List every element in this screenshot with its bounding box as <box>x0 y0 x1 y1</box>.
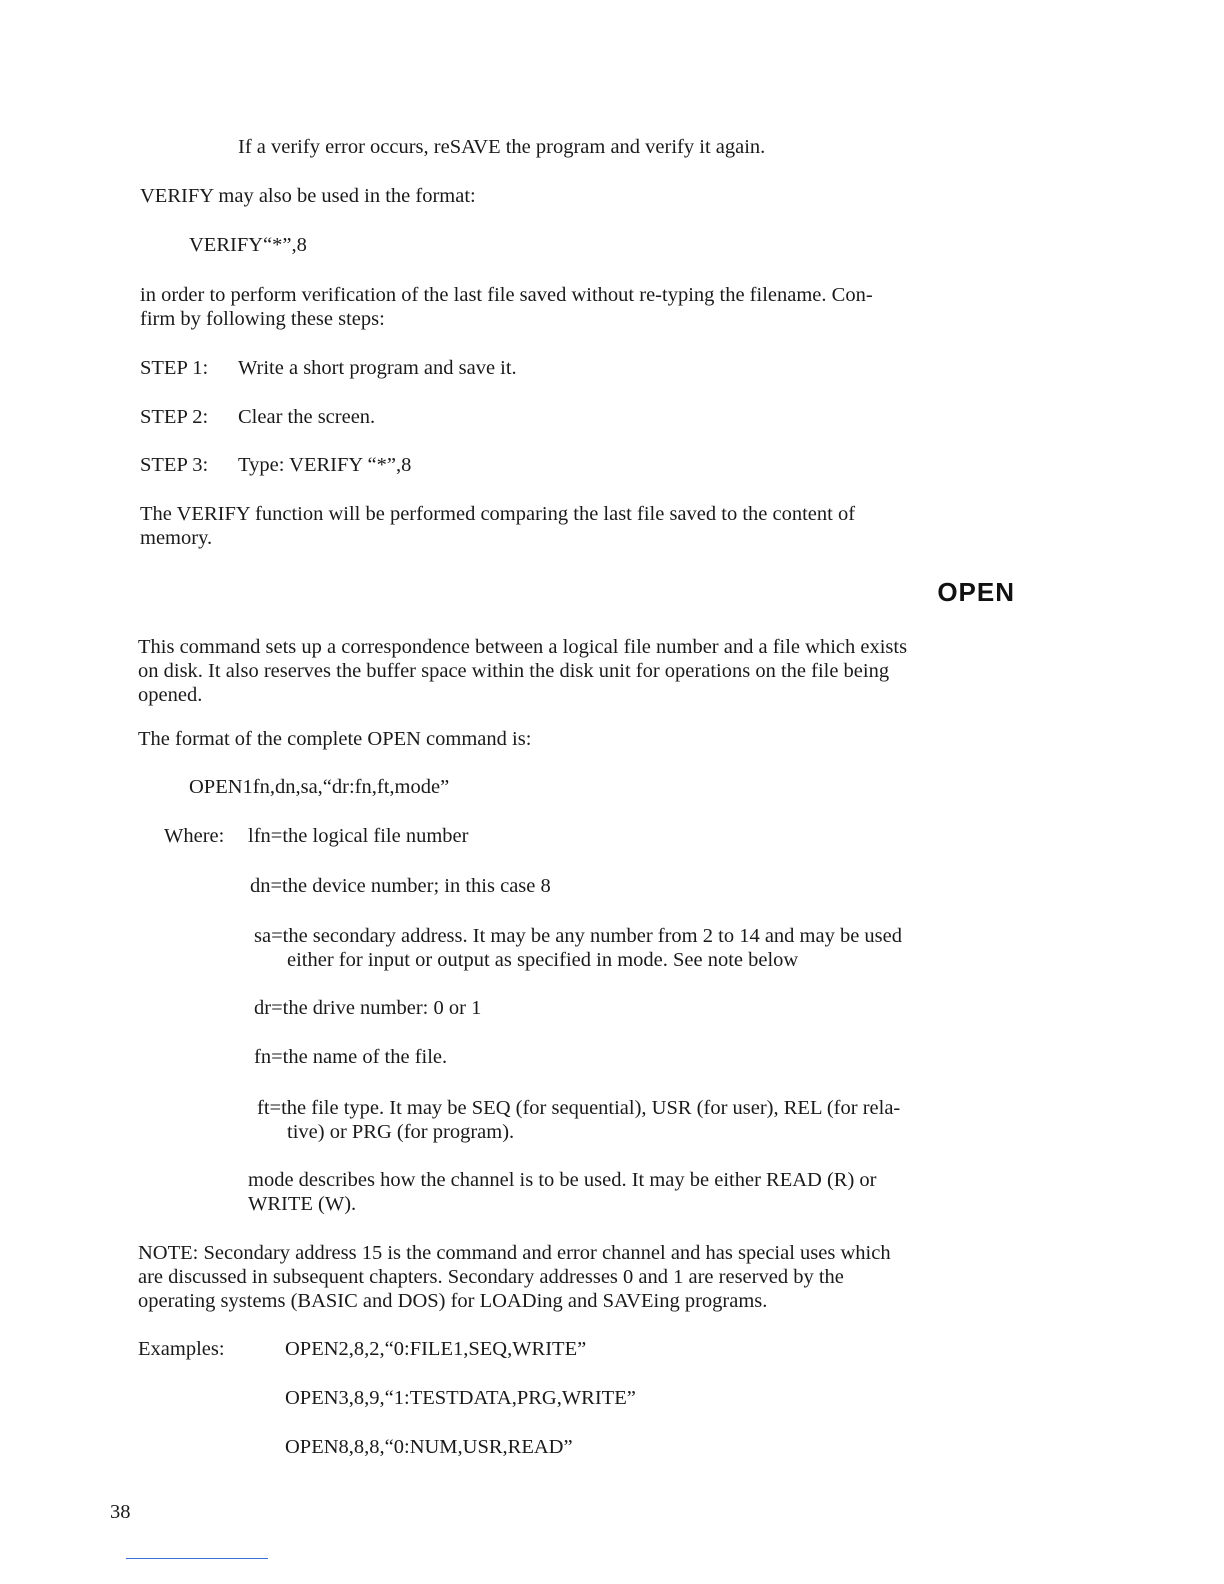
verify-result-line1: The VERIFY function will be performed comparing the last file saved to the content of <box>140 503 856 525</box>
verify-format-code: VERIFY“*”,8 <box>189 234 307 256</box>
verify-explain-line1: in order to perform verification of the last file saved without re-typing the filename. Con- <box>140 284 873 306</box>
where-label: Where: <box>164 825 225 847</box>
examples-label: Examples: <box>138 1338 225 1360</box>
note-line1: NOTE: Secondary address 15 is the command and error channel and has special uses which <box>138 1242 891 1264</box>
param-dr: dr=the drive number: 0 or 1 <box>254 997 482 1019</box>
verify-error-text: If a verify error occurs, reSAVE the program and verify it again. <box>238 136 766 158</box>
open-desc-line3: opened. <box>138 684 203 706</box>
open-desc-line2: on disk. It also reserves the buffer space within the disk unit for operations on the file being <box>138 660 890 682</box>
step-text: Type: VERIFY “*”,8 <box>238 454 412 476</box>
param-lfn: lfn=the logical file number <box>248 825 469 847</box>
step-2 <box>140 405 375 429</box>
open-format-intro: The format of the complete OPEN command is: <box>138 728 532 750</box>
param-sa-line1: sa=the secondary address. It may be any number from 2 to 14 and may be used <box>254 925 903 947</box>
verify-explain-line2: firm by following these steps: <box>140 308 385 330</box>
param-mode-line2: WRITE (W). <box>248 1193 357 1215</box>
step-label: STEP 2: <box>140 406 209 428</box>
example-3: OPEN8,8,8,“0:NUM,USR,READ” <box>285 1436 573 1458</box>
step-label: STEP 1: <box>140 357 209 379</box>
param-dn: dn=the device number; in this case 8 <box>250 875 551 897</box>
example-2: OPEN3,8,9,“1:TESTDATA,PRG,WRITE” <box>285 1387 636 1409</box>
section-heading-open: OPEN <box>937 577 1015 607</box>
verify-format-intro: VERIFY may also be used in the format: <box>140 185 476 207</box>
param-sa-line2: either for input or output as specified in mode. See note below <box>287 949 799 971</box>
note-line3: operating systems (BASIC and DOS) for LOADing and SAVEing programs. <box>138 1290 768 1312</box>
param-fn: fn=the name of the file. <box>254 1046 448 1068</box>
step-text: Clear the screen. <box>238 406 376 428</box>
param-ft-line2: tive) or PRG (for program). <box>287 1121 515 1143</box>
param-mode-line1: mode describes how the channel is to be used. It may be either READ (R) or <box>248 1169 877 1191</box>
step-3 <box>140 453 411 477</box>
verify-result-line2: memory. <box>140 527 213 549</box>
step-text: Write a short program and save it. <box>238 357 517 379</box>
step-label: STEP 3: <box>140 454 209 476</box>
step-1 <box>140 356 517 380</box>
open-desc-line1: This command sets up a correspondence between a logical file number and a file which exists <box>138 636 908 658</box>
example-1: OPEN2,8,2,“0:FILE1,SEQ,WRITE” <box>285 1338 587 1360</box>
note-line2: are discussed in subsequent chapters. Secondary addresses 0 and 1 are reserved by the <box>138 1266 844 1288</box>
page-number: 38 <box>110 1501 131 1523</box>
bottom-rule <box>126 1558 268 1559</box>
open-format-code: OPEN1fn,dn,sa,“dr:fn,ft,mode” <box>189 776 450 798</box>
param-ft-line1: ft=the file type. It may be SEQ (for sequential), USR (for user), REL (for rela- <box>257 1097 901 1119</box>
